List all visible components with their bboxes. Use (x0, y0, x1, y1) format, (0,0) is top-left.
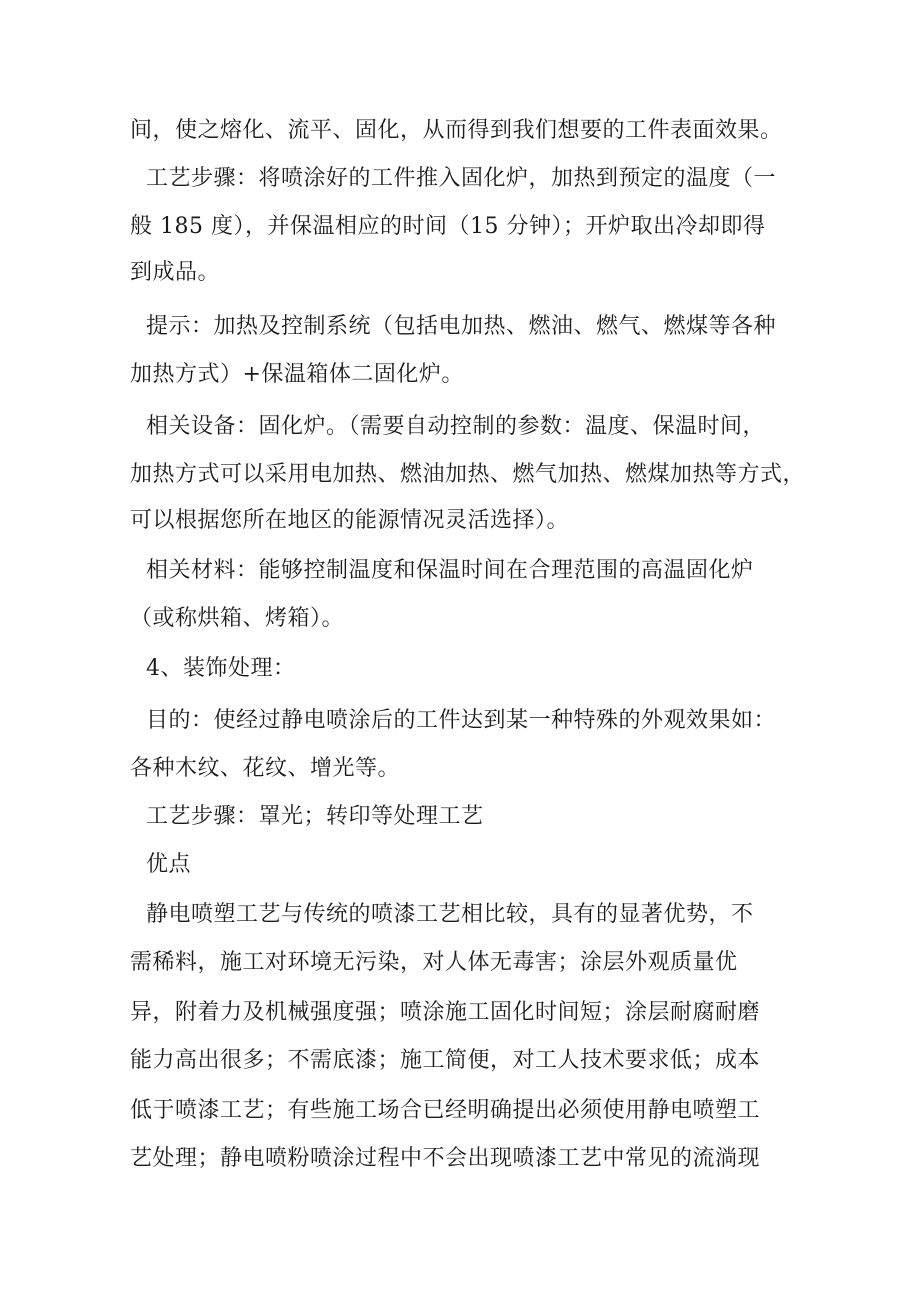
text-line: （或称烘箱、烤箱）。 (130, 606, 345, 631)
text-line: 间，使之熔化、流平、固化，从而得到我们想要的工件表面效果。 (130, 118, 783, 143)
text-line: 到成品。 (130, 260, 221, 285)
text-line: 异，附着力及机械强度强；喷涂施工固化时间短；涂层耐腐耐磨 (130, 1000, 761, 1025)
text-line: 相关设备：固化炉。（需要自动控制的参数：温度、保温时间， (146, 414, 766, 439)
text-line: 能力高出很多；不需底漆；施工简便，对工人技术要求低；成本 (130, 1048, 761, 1073)
section-heading: 4、装饰处理： (146, 656, 296, 681)
text-line: 目的：使经过静电喷涂后的工件达到某一种特殊的外观效果如： (146, 708, 777, 733)
text-line: 可以根据您所在地区的能源情况灵活选择）。 (130, 508, 570, 533)
text-line: 工艺步骤：将喷涂好的工件推入固化炉，加热到预定的温度（一 (146, 166, 777, 191)
text-line: 静电喷塑工艺与传统的喷漆工艺相比较，具有的显著优势，不 (146, 902, 754, 927)
text-line: 加热方式）+保温箱体二固化炉。 (130, 362, 464, 387)
text-line: 般 185 度），并保温相应的时间（15 分钟）；开炉取出冷却即得 (130, 214, 766, 239)
text-line: 各种木纹、花纹、增光等。 (130, 756, 401, 781)
text-line: 相关材料：能够控制温度和保温时间在合理范围的高温固化炉 (146, 558, 754, 583)
text-line: 艺处理；静电喷粉喷涂过程中不会出现喷漆工艺中常见的流淌现 (130, 1146, 761, 1171)
text-line: 低于喷漆工艺；有些施工场合已经明确提出必须使用静电喷塑工 (130, 1098, 761, 1123)
section-heading: 优点 (146, 852, 192, 877)
text-line: 加热方式可以采用电加热、燃油加热、燃气加热、燃煤加热等方式， (130, 462, 806, 487)
text-line: 提示：加热及控制系统（包括电加热、燃油、燃气、燃煤等各种 (146, 314, 777, 339)
text-line: 工艺步骤：罩光；转印等处理工艺 (146, 804, 484, 829)
text-line: 需稀料，施工对环境无污染，对人体无毒害；涂层外观质量优 (130, 950, 738, 975)
